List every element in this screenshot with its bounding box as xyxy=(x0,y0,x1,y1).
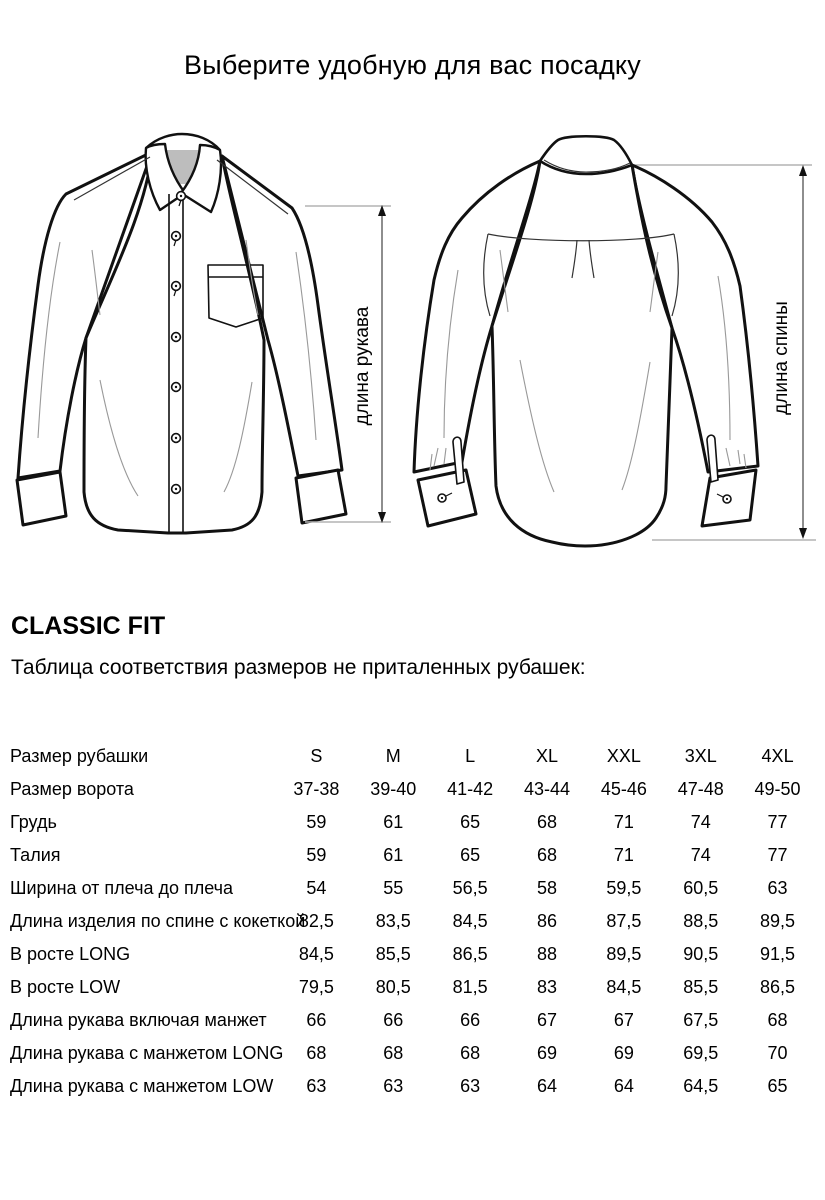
cell-value: 56,5 xyxy=(452,878,488,898)
cell-value: XL xyxy=(535,746,558,766)
cell-value: 69 xyxy=(613,1043,634,1063)
table-row xyxy=(10,773,816,806)
cell-value: 68 xyxy=(460,1043,481,1063)
cell-value: 45-46 xyxy=(600,779,647,799)
cell-value: 71 xyxy=(613,812,634,832)
cell-value: 64,5 xyxy=(683,1076,719,1096)
cell-value: M xyxy=(385,746,401,766)
cell-value: 41-42 xyxy=(447,779,494,799)
cell-value: 64 xyxy=(613,1076,634,1096)
cell-value: 66 xyxy=(460,1010,481,1030)
table-row xyxy=(10,806,816,839)
cell-value: 43-44 xyxy=(523,779,571,799)
table-row xyxy=(10,938,816,971)
shirt-back-drawing xyxy=(400,130,825,570)
cell-value: 69,5 xyxy=(683,1043,719,1063)
cell-value: 55 xyxy=(383,878,404,898)
row-label: Длина изделия по спине с кокеткой xyxy=(10,911,306,931)
row-label: Длина рукава с манжетом LONG xyxy=(10,1043,284,1063)
table-row xyxy=(10,1004,816,1037)
cell-value: 90,5 xyxy=(683,944,719,964)
cell-value: 81,5 xyxy=(452,977,488,997)
cell-value: 84,5 xyxy=(452,911,488,931)
cell-value: 69 xyxy=(536,1043,557,1063)
cell-value: 68 xyxy=(767,1010,788,1030)
cell-value: XXL xyxy=(606,746,641,766)
cell-value: 68 xyxy=(383,1043,404,1063)
cell-value: 59 xyxy=(306,812,327,832)
cell-value: 58 xyxy=(536,878,557,898)
cell-value: 49-50 xyxy=(754,779,801,799)
cell-value: 68 xyxy=(536,845,557,865)
cell-value: 88,5 xyxy=(683,911,719,931)
cell-value: 83 xyxy=(536,977,557,997)
cell-value: 86 xyxy=(536,911,557,931)
row-label: Грудь xyxy=(10,812,57,832)
page-title: Выберите удобную для вас посадку xyxy=(184,50,641,80)
cell-value: 4XL xyxy=(761,746,794,766)
cell-value: 79,5 xyxy=(298,977,334,997)
row-label: Длина рукава с манжетом LOW xyxy=(10,1076,274,1096)
cell-value: 85,5 xyxy=(375,944,411,964)
row-label: Длина рукава включая манжет xyxy=(10,1010,267,1030)
row-label: Ширина от плеча до плеча xyxy=(10,878,234,898)
cell-value: 86,5 xyxy=(452,944,488,964)
cell-value: 65 xyxy=(460,812,481,832)
cell-value: 59 xyxy=(306,845,327,865)
back-length-dimension xyxy=(771,165,807,539)
row-label: Талия xyxy=(10,845,61,865)
cell-value: 63 xyxy=(460,1076,481,1096)
cell-value: S xyxy=(310,746,323,766)
cell-value: 67 xyxy=(536,1010,557,1030)
cell-value: 66 xyxy=(383,1010,404,1030)
cell-value: 68 xyxy=(536,812,557,832)
table-row xyxy=(10,740,816,773)
cell-value: 89,5 xyxy=(760,911,796,931)
row-label: В росте LONG xyxy=(10,944,131,964)
row-label: Размер ворота xyxy=(10,779,134,799)
cell-value: 77 xyxy=(767,812,788,832)
cell-value: 74 xyxy=(690,812,711,832)
cell-value: 86,5 xyxy=(760,977,796,997)
cell-value: 60,5 xyxy=(683,878,719,898)
cell-value: 80,5 xyxy=(375,977,411,997)
table-row xyxy=(10,905,816,938)
cell-value: 91,5 xyxy=(760,944,796,964)
cell-value: 83,5 xyxy=(375,911,411,931)
cell-value: 67 xyxy=(613,1010,634,1030)
cell-value: 61 xyxy=(383,845,404,865)
table-row xyxy=(10,1070,816,1103)
cell-value: 84,5 xyxy=(606,977,642,997)
table-row xyxy=(10,971,816,1004)
cell-value: 85,5 xyxy=(683,977,719,997)
cell-value: 70 xyxy=(767,1043,788,1063)
cell-value: 54 xyxy=(306,878,327,898)
cell-value: 63 xyxy=(306,1076,327,1096)
table-row xyxy=(10,872,816,905)
cell-value: L xyxy=(465,746,476,766)
cell-value: 82,5 xyxy=(298,911,334,931)
cell-value: 47-48 xyxy=(677,779,724,799)
row-label: Размер рубашки xyxy=(10,746,149,766)
cell-value: 61 xyxy=(383,812,404,832)
fit-subtitle: Таблица соответствия размеров не приталенных рубашек: xyxy=(11,656,586,679)
cell-value: 3XL xyxy=(684,746,717,766)
cell-value: 63 xyxy=(383,1076,404,1096)
size-table xyxy=(10,740,816,1103)
fit-heading: CLASSIC FIT xyxy=(11,612,166,640)
cell-value: 63 xyxy=(767,878,788,898)
shirt-front-drawing xyxy=(0,130,400,570)
cell-value: 88 xyxy=(536,944,557,964)
cell-value: 68 xyxy=(306,1043,327,1063)
cell-value: 84,5 xyxy=(298,944,334,964)
cell-value: 89,5 xyxy=(606,944,642,964)
cell-value: 37-38 xyxy=(293,779,340,799)
row-label: В росте LOW xyxy=(10,977,121,997)
cell-value: 77 xyxy=(767,845,788,865)
sleeve-length-label: длина рукава xyxy=(352,306,373,426)
cell-value: 65 xyxy=(767,1076,788,1096)
cell-value: 59,5 xyxy=(606,878,642,898)
table-row xyxy=(10,1037,816,1070)
table-row xyxy=(10,839,816,872)
cell-value: 87,5 xyxy=(606,911,642,931)
cell-value: 39-40 xyxy=(370,779,417,799)
cell-value: 66 xyxy=(306,1010,327,1030)
cell-value: 65 xyxy=(460,845,481,865)
cell-value: 64 xyxy=(536,1076,557,1096)
cell-value: 67,5 xyxy=(683,1010,719,1030)
back-length-label: длина спины xyxy=(771,301,792,415)
cell-value: 71 xyxy=(613,845,634,865)
cell-value: 74 xyxy=(690,845,711,865)
